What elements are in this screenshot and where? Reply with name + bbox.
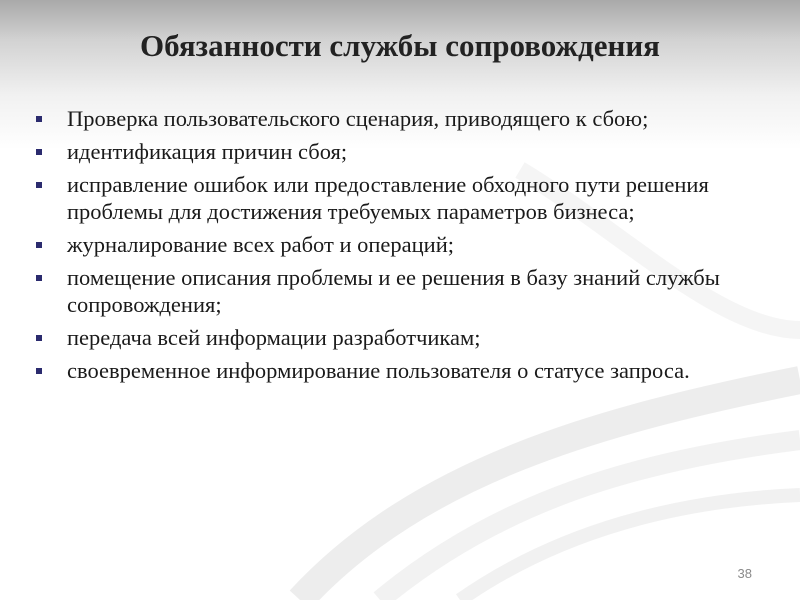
bullet-text: исправление ошибок или предоставление обходного пути решения проблемы для достижения требуемых параметров бизнеса; [67, 172, 709, 224]
square-bullet-icon [36, 368, 42, 374]
bullet-text: своевременное информирование пользователя о статусе запроса. [67, 358, 690, 383]
square-bullet-icon [36, 149, 42, 155]
square-bullet-icon [36, 275, 42, 281]
list-item [0, 138, 767, 165]
slide-title: Обязанности службы сопровождения [140, 28, 660, 63]
list-item [0, 105, 767, 132]
square-bullet-icon [36, 116, 42, 122]
list-item [0, 171, 767, 225]
bullet-text: передача всей информации разработчикам; [67, 325, 481, 350]
bullet-text: идентификация причин сбоя; [67, 139, 348, 164]
bullet-text: Проверка пользовательского сценария, приводящего к сбою; [67, 106, 649, 131]
list-item [0, 324, 767, 351]
list-item [0, 357, 767, 384]
list-item [0, 231, 767, 258]
page-number: 38 [737, 566, 752, 581]
bullet-text: журналирование всех работ и операций; [67, 232, 455, 257]
bullet-list [0, 105, 800, 390]
bullet-text: помещение описания проблемы и ее решения в базу знаний службы сопровождения; [67, 265, 720, 317]
square-bullet-icon [36, 335, 42, 341]
square-bullet-icon [36, 242, 42, 248]
square-bullet-icon [36, 182, 42, 188]
list-item [0, 264, 767, 318]
